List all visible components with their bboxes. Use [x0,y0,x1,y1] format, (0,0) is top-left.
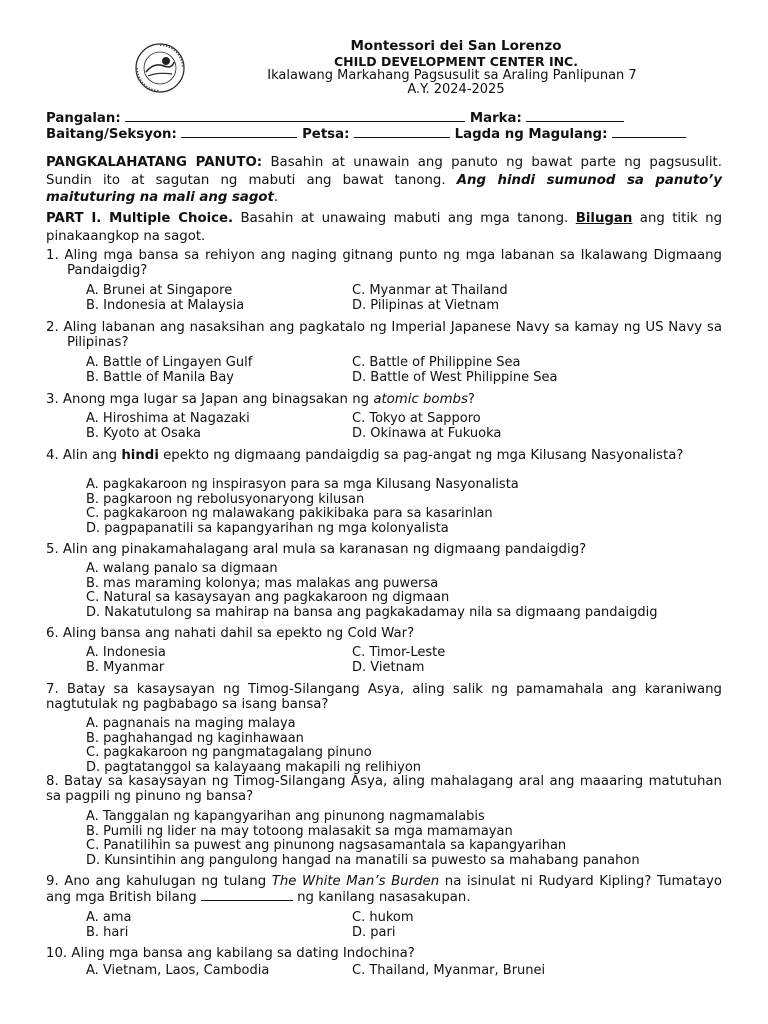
option[interactable]: A. Battle of Lingayen Gulf [86,355,253,370]
question-text: Batay sa kasaysayan ng Timog-Silangang Asya, aling salik ng pamamahala ang karaniwang nagtutulak ng pagbabago sa isang bansa? [46,682,722,712]
option[interactable]: D. pagpapanatili sa kapangyarihan ng mga kolonyalista [86,520,449,536]
option[interactable]: B. Indonesia at Malaysia [86,297,245,313]
option[interactable]: D. pari [352,924,396,940]
part1-emphasis: Bilugan [575,211,633,226]
part1-instructions [46,210,722,245]
option[interactable]: A. walang panalo sa digmaan [86,561,278,576]
option[interactable]: A. Indonesia [86,645,166,660]
option[interactable]: B. paghahangad ng kaginhawaan [86,730,304,746]
question-text: Aling bansa ang nahati dahil sa epekto ng Cold War? [62,626,415,641]
school-name: Montessori dei San Lorenzo [350,38,562,54]
part1-label: PART I. Multiple Choice. [46,211,234,226]
parent-sign-field[interactable] [612,126,686,138]
option[interactable]: C. pagkakaroon ng malawakang pakikibaka para sa kasarinlan [86,506,493,521]
options-10 [86,964,606,979]
option[interactable]: A. ama [86,910,132,925]
question-10: 10. Aling mga bansa ang kabilang sa dating Indochina? [46,946,415,961]
answer-blank[interactable] [201,889,293,901]
section-field[interactable] [181,126,297,138]
option[interactable]: A. Hiroshima at Nagazaki [86,411,250,426]
option[interactable]: B. Myanmar [86,659,165,675]
option[interactable]: A. pagnanais na maging malaya [86,716,296,731]
question-text: Aling labanan ang nasaksihan ang pagkatalo ng Imperial Japanese Navy sa kamay ng US Navy sa Pilipinas? [63,320,722,350]
option[interactable]: A. pagkakaroon ng inspirasyon para sa mga Kilusang Nasyonalista [86,477,519,492]
question-4: 4. Alin ang hindi epekto ng digmaang pandaigdig sa pag-angat ng mga Kilusang Nasyonalista? [46,448,684,463]
options-2 [86,356,606,385]
option[interactable]: C. Battle of Philippine Sea [352,355,521,370]
score-field[interactable] [526,110,624,122]
general-text: Basahin at unawain ang panuto ng bawat parte ng pagsusulit. Sundin ito at sagutan ng mabuti ang bawat tanong. [46,155,722,188]
info-row-2 [46,126,722,142]
general-label: PANGKALAHATANG PANUTO: [46,155,263,170]
question-2: 2. Aling labanan ang nasaksihan ang pagkatalo ng Imperial Japanese Navy sa kamay ng US Navy sa Pilipinas? [46,320,722,350]
question-5: 5. Alin ang pinakamahalagang aral mula sa karanasan ng digmaang pandaigdig? [46,542,587,557]
question-8: 8. Batay sa kasaysayan ng Timog-Silangang Asya, aling mahalagang aral ang maaaring matutuhan sa pagpili ng pinuno ng bansa? [46,774,722,804]
option[interactable]: D. Vietnam [352,659,425,675]
option[interactable]: B. mas maraming kolonya; mas malakas ang puwersa [86,575,439,591]
option[interactable]: B. Pumili ng lider na may totoong malasakit sa mga mamamayan [86,823,513,839]
options-4 [86,478,722,536]
date-label: Petsa: [302,127,350,142]
option[interactable]: C. hukom [352,910,414,925]
center-name: CHILD DEVELOPMENT CENTER INC. [334,54,578,69]
option[interactable]: C. Tokyo at Sapporo [352,411,481,426]
option[interactable]: C. Timor-Leste [352,645,446,660]
options-8 [86,810,722,868]
question-text: Aling mga bansa ang kabilang sa dating Indochina? [71,946,415,961]
name-field[interactable] [125,110,465,122]
general-end: . [273,190,279,205]
option[interactable]: D. pagtatanggol sa kalayaang makapili ng relihiyon [86,759,422,775]
question-6: 6. Aling bansa ang nahati dahil sa epekto ng Cold War? [46,626,415,641]
part1-text-2: ang titik ng pinakaangkop na sagot. [46,211,723,244]
option[interactable]: D. Nakatutulong sa mahirap na bansa ang pagkakadamay nila sa digmaang pandaigdig [86,604,658,620]
options-1 [86,284,606,313]
score-label: Marka: [469,111,522,126]
part1-text: Basahin at unawaing mabuti ang mga tanong. [240,211,569,226]
option[interactable]: A. Tanggalan ng kapangyarihan ang pinunong nagmamalabis [86,809,485,824]
option[interactable]: D. Okinawa at Fukuoka [352,425,502,441]
question-text: Aling mga bansa sa rehiyon ang naging gitnang punto ng mga labanan sa Ikalawang Digmaang Pandaigdig? [64,248,723,278]
option[interactable]: C. Natural sa kasaysayan ang pagkakaroon ng digmaan [86,590,450,605]
general-emphasis: Ang hindi sumunod sa panuto’y maituturing na mali ang sagot [46,172,722,205]
option[interactable]: A. Brunei at Singapore [86,283,233,298]
date-field[interactable] [354,126,450,138]
option[interactable]: B. Kyoto at Osaka [86,425,202,441]
academic-year: A.Y. 2024-2025 [407,82,505,97]
option[interactable]: D. Kunsintihin ang pangulong hangad na manatili sa puwesto sa mahabang panahon [86,852,640,868]
option[interactable]: B. pagkaroon ng rebolusyonaryong kilusan [86,491,365,507]
question-text: Alin ang pinakamahalagang aral mula sa karanasan ng digmaang pandaigdig? [62,542,587,557]
options-5 [86,562,722,620]
option[interactable]: C. Myanmar at Thailand [352,283,508,298]
option[interactable]: C. Panatilihin sa puwest ang pinunong nagsasamantala sa kapangyarihan [86,838,567,853]
exam-title: Ikalawang Markahang Pagsusulit sa Araling Panlipunan 7 [267,68,637,83]
general-instructions [46,154,722,207]
name-label: Pangalan: [46,111,121,126]
option[interactable]: C. pagkakaroon ng pangmatagalang pinuno [86,745,372,760]
option[interactable]: A. Vietnam, Laos, Cambodia [86,963,270,978]
options-9 [86,911,606,940]
question-7: 7. Batay sa kasaysayan ng Timog-Silangang Asya, aling salik ng pamamahala ang karaniwang nagtutulak ng pagbabago sa isang bansa? [46,682,722,712]
option[interactable]: D. Battle of West Philippine Sea [352,369,558,385]
option[interactable]: B. hari [86,924,129,940]
option[interactable]: D. Pilipinas at Vietnam [352,297,500,313]
option[interactable]: C. Thailand, Myanmar, Brunei [352,963,546,978]
info-row-1 [46,110,722,126]
options-7 [86,717,722,775]
options-3 [86,412,606,441]
parent-sign-label: Lagda ng Magulang: [454,127,608,142]
question-9: 9. Ano ang kahulugan ng tulang The White Man’s Burden na isinulat ni Rudyard Kipling? Tumatayo ang mga British bilang ng kanilang nasasakupan. [46,874,722,905]
question-1: 1. Aling mga bansa sa rehiyon ang naging gitnang punto ng mga labanan sa Ikalawang Digmaang Pandaigdig? [46,248,723,278]
option[interactable]: B. Battle of Manila Bay [86,369,234,385]
section-label: Baitang/Seksyon: [46,127,177,142]
question-3: 3. Anong mga lugar sa Japan ang binagsakan ng atomic bombs? [46,392,475,407]
options-6 [86,646,606,675]
question-text: Batay sa kasaysayan ng Timog-Silangang Asya, aling mahalagang aral ang maaaring matutuhan sa pagpili ng pinuno ng bansa? [46,774,722,804]
school-seal-icon [134,42,186,94]
